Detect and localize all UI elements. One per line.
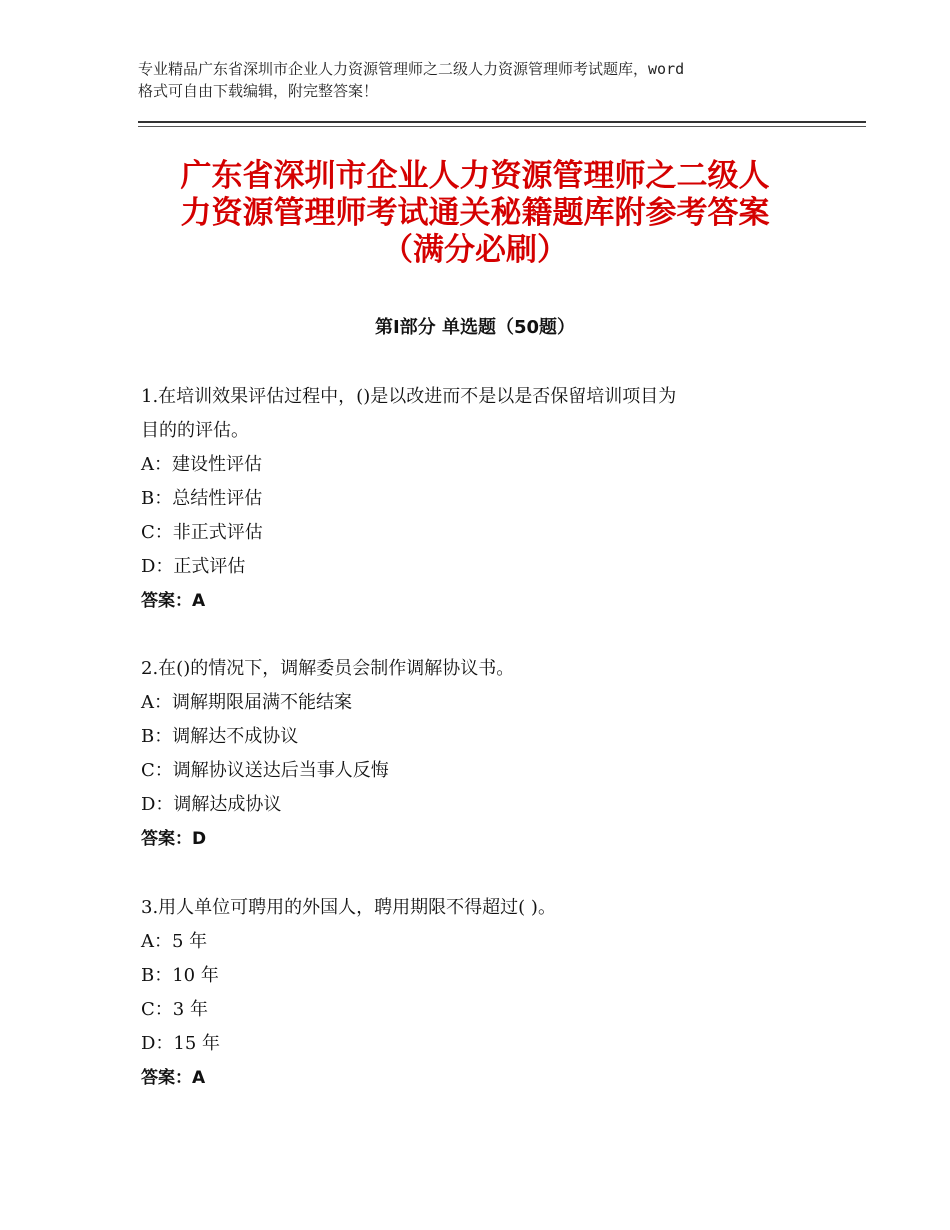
question-1	[141, 380, 831, 618]
question-2-option-a: A：调解期限届满不能结案	[141, 692, 352, 713]
header-note-line-2: 格式可自由下载编辑，附完整答案！	[138, 82, 379, 100]
question-2-answer: 答案：D	[141, 829, 207, 849]
question-2	[141, 652, 831, 856]
question-2-text-line-1: 2.在()的情况下，调解委员会制作调解协议书。	[141, 658, 515, 679]
header-divider-thin	[138, 126, 866, 127]
question-1-answer: 答案：A	[141, 591, 206, 611]
section-title: 第Ⅰ部分 单选题（50题）	[374, 317, 575, 338]
question-3-text-line-1: 3.用人单位可聘用的外国人，聘用期限不得超过( )。	[141, 897, 556, 918]
question-1-option-d: D：正式评估	[141, 556, 246, 577]
document-title-line-1: 广东省深圳市企业人力资源管理师之二级人	[180, 158, 770, 194]
question-3-option-d: D：15 年	[141, 1033, 221, 1054]
question-2-option-c: C：调解协议送达后当事人反悔	[141, 760, 389, 781]
question-3	[141, 891, 831, 1095]
header-divider-thick	[138, 121, 866, 123]
question-1-text-line-2: 目的的评估。	[141, 420, 249, 441]
question-3-option-a: A：5 年	[141, 931, 208, 952]
document-title	[100, 158, 850, 269]
question-1-option-a: A：建设性评估	[141, 454, 262, 475]
question-3-answer: 答案：A	[141, 1068, 206, 1088]
document-title-line-3: （满分必刷）	[382, 232, 568, 268]
question-2-option-b: B：调解达不成协议	[141, 726, 299, 747]
document-title-line-2: 力资源管理师考试通关秘籍题库附参考答案	[180, 195, 770, 231]
question-3-option-c: C：3 年	[141, 999, 208, 1020]
question-1-option-b: B：总结性评估	[141, 488, 263, 509]
header-note	[138, 58, 838, 102]
question-3-option-b: B：10 年	[141, 965, 219, 986]
question-1-text-line-1: 1.在培训效果评估过程中，()是以改进而不是以是否保留培训项目为	[141, 386, 677, 407]
question-2-option-d: D：调解达成协议	[141, 794, 282, 815]
question-1-option-c: C：非正式评估	[141, 522, 263, 543]
header-note-line-1: 专业精品广东省深圳市企业人力资源管理师之二级人力资源管理师考试题库，word	[138, 60, 685, 78]
